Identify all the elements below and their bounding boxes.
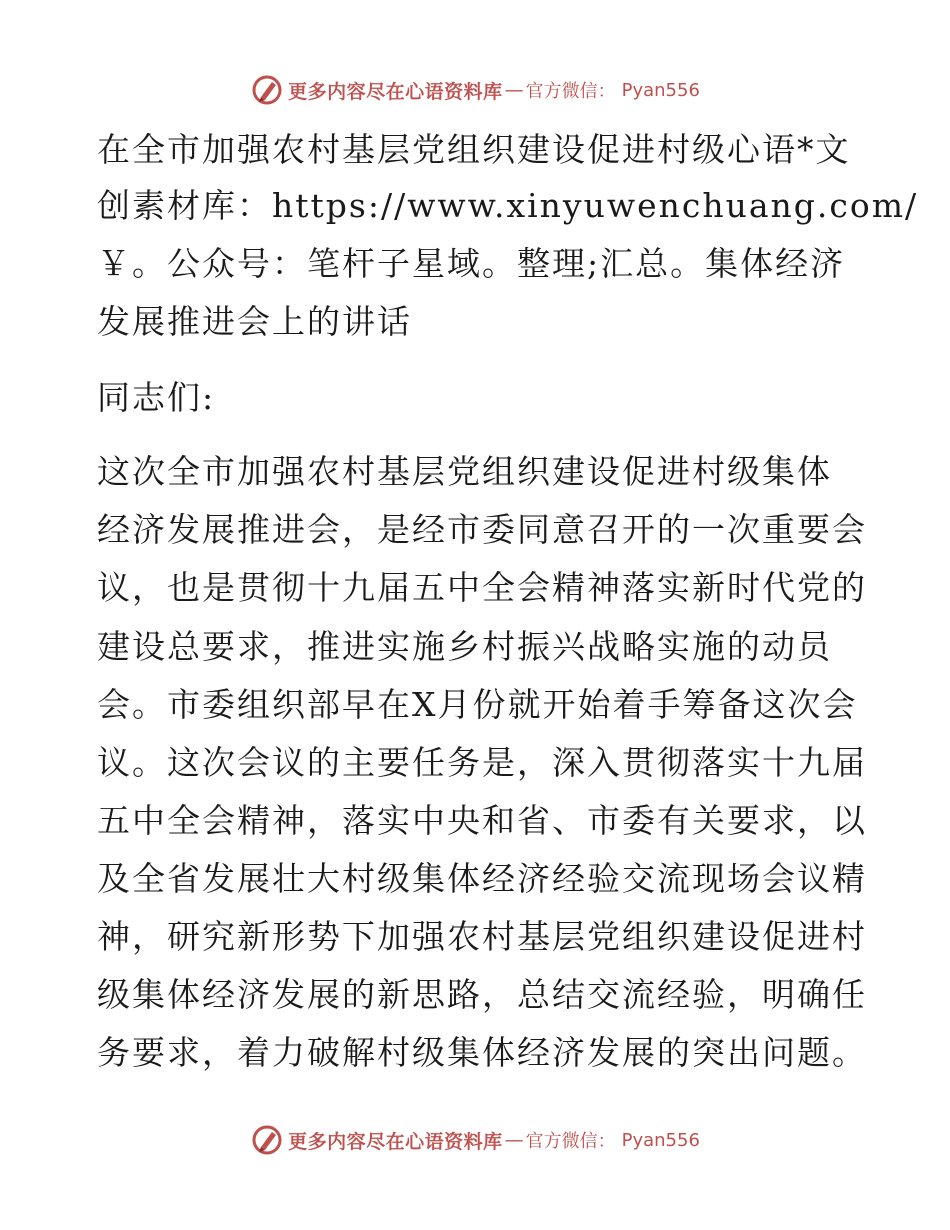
title-line: 创素材库：https://www.xinyuwenchuang.com/ bbox=[97, 186, 919, 225]
banner-brand-text: 更多内容尽在心语资料库 bbox=[288, 1130, 503, 1153]
body-line: 这次全市加强农村基层党组织建设促进村级集体 bbox=[97, 452, 832, 491]
banner-official-label: 官方微信： bbox=[525, 1131, 616, 1152]
banner-wechat-id: Pyan556 bbox=[621, 79, 700, 101]
banner-dash: — bbox=[504, 79, 524, 101]
title-line: ￥。公众号：笔杆子星域。整理;汇总。集体经济 bbox=[97, 244, 846, 283]
title-line: 在全市加强农村基层党组织建设促进村级心语*文 bbox=[97, 130, 851, 169]
body-line: 经济发展推进会，是经市委同意召开的一次重要会 bbox=[97, 510, 867, 549]
banner-wechat-id: Pyan556 bbox=[621, 1129, 700, 1151]
banner-official-label: 官方微信： bbox=[525, 81, 616, 102]
banner-dash: — bbox=[504, 1129, 524, 1151]
body-line: 会。市委组织部早在X月份就开始着手筹备这次会 bbox=[97, 685, 858, 724]
banner-brand-text: 更多内容尽在心语资料库 bbox=[288, 80, 503, 103]
body-line: 及全省发展壮大村级集体经济经验交流现场会议精 bbox=[97, 859, 867, 898]
body-line: 五中全会精神，落实中央和省、市委有关要求，以 bbox=[97, 801, 867, 840]
footer-watermark-banner bbox=[0, 1120, 950, 1160]
pen-logo-icon bbox=[250, 1123, 284, 1157]
title-line: 发展推进会上的讲话 bbox=[97, 302, 412, 341]
salutation: 同志们: bbox=[97, 378, 216, 417]
body-line: 神，研究新形势下加强农村基层党组织建设促进村 bbox=[97, 917, 867, 956]
body-line: 级集体经济发展的新思路，总结交流经验，明确任 bbox=[97, 975, 867, 1014]
body-line: 务要求，着力破解村级集体经济发展的突出问题。 bbox=[97, 1033, 867, 1072]
body-line: 建设总要求，推进实施乡村振兴战略实施的动员 bbox=[97, 627, 832, 666]
pen-logo-icon bbox=[250, 73, 284, 107]
body-line: 议，也是贯彻十九届五中全会精神落实新时代党的 bbox=[97, 568, 867, 607]
header-watermark-banner bbox=[0, 70, 950, 110]
body-line: 议。这次会议的主要任务是，深入贯彻落实十九届 bbox=[97, 743, 867, 782]
